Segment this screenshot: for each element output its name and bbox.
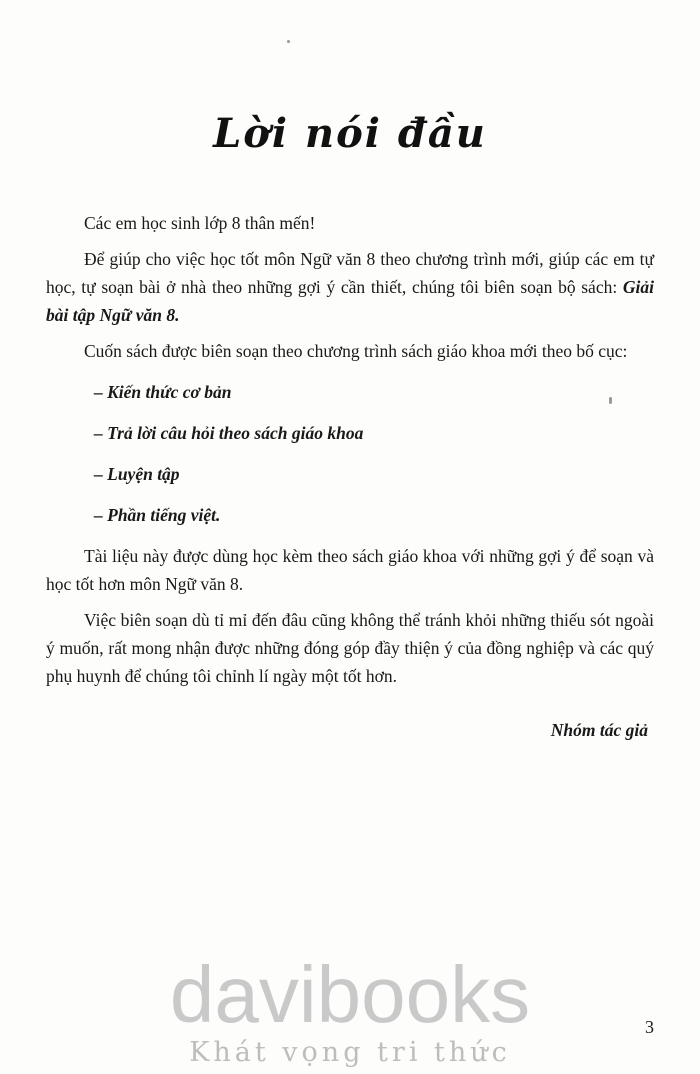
author-signature: Nhóm tác giả xyxy=(550,720,648,740)
paragraph-apology: Việc biên soạn dù tỉ mỉ đến đâu cũng không thể tránh khỏi những thiếu sót ngoài ý muốn, rất mong nhận được những đóng góp đầy thiện ý của đồng nghiệp và các quý phụ huynh để chúng tôi chỉnh lí ngày một tốt hơn. xyxy=(46,610,654,686)
page-title: Lời nói đầu xyxy=(213,110,487,157)
book-title-inline: Giải bài tập Ngữ văn 8. xyxy=(46,277,654,325)
list-item: – Luyện tập xyxy=(94,464,180,484)
scan-speck xyxy=(609,397,612,404)
preface-body xyxy=(46,209,654,744)
list-item: – Phần tiếng việt. xyxy=(94,505,221,525)
page-number: 3 xyxy=(645,1017,654,1037)
watermark xyxy=(0,950,700,1068)
paragraph-usage: Tài liệu này được dùng học kèm theo sách giáo khoa với những gợi ý để soạn và học tốt hơn môn Ngữ văn 8. xyxy=(46,546,654,594)
list-item: – Trả lời câu hỏi theo sách giáo khoa xyxy=(94,423,364,443)
scan-speck xyxy=(287,40,290,43)
list-item: – Kiến thức cơ bản xyxy=(94,382,232,402)
watermark-slogan: Khát vọng tri thức xyxy=(189,1037,511,1068)
paragraph-intro xyxy=(46,245,654,329)
greeting-paragraph: Các em học sinh lớp 8 thân mến! xyxy=(84,213,316,233)
paragraph-intro-text: Để giúp cho việc học tốt môn Ngữ văn 8 theo chương trình mới, giúp các em tự học, tự soạn bài ở nhà theo những gợi ý cần thiết, chúng tôi biên soạn bộ sách: xyxy=(46,249,654,297)
paragraph-structure: Cuốn sách được biên soạn theo chương trình sách giáo khoa mới theo bố cục: xyxy=(84,341,628,361)
watermark-logo: davibooks xyxy=(169,950,531,1039)
